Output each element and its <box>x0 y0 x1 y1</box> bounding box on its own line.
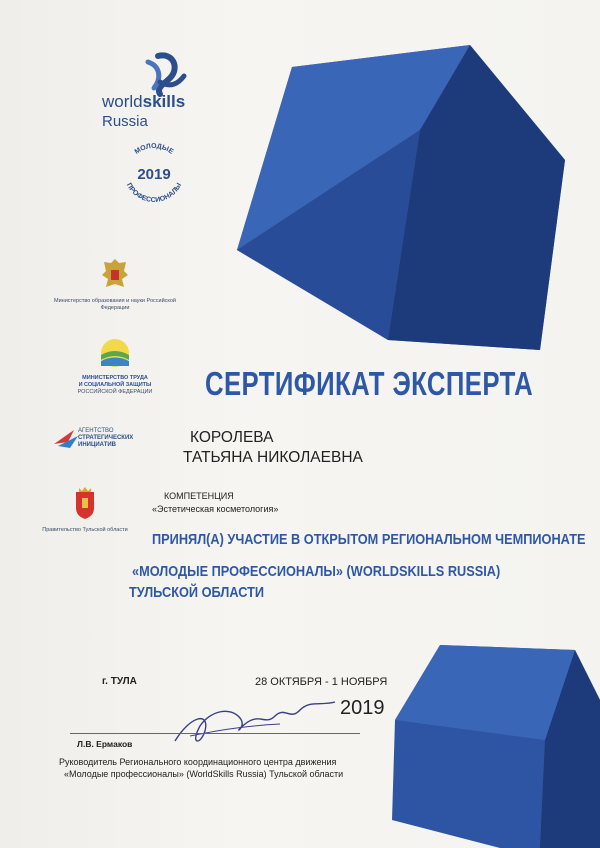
asi-line2: СТРАТЕГИЧЕСКИХ <box>78 435 134 441</box>
competence-value: «Эстетическая косметология» <box>152 504 279 514</box>
recipient-name: ТАТЬЯНА НИКОЛАЕВНА <box>183 449 363 466</box>
ministry-labor-emblem-icon <box>100 338 130 368</box>
competence-label: КОМПЕТЕНЦИЯ <box>164 491 234 501</box>
ministry-labor-logo <box>40 338 190 396</box>
asi-line1: АГЕНТСТВО <box>78 428 114 434</box>
signature-line <box>70 733 360 734</box>
event-dates: 28 ОКТЯБРЯ - 1 НОЯБРЯ <box>255 676 388 688</box>
ministry-education-text: Министерство образования и науки Российской Федерации <box>54 298 176 311</box>
recipient-surname: КОРОЛЕВА <box>190 429 274 446</box>
participation-line1: ПРИНЯЛ(А) УЧАСТИЕ В ОТКРЫТОМ РЕГИОНАЛЬНОМ ЧЕМПИОНАТЕ <box>152 531 586 548</box>
young-pros-year: 2019 <box>137 166 171 183</box>
ministry-labor-line1: МИНИСТЕРСТВО ТРУДА <box>82 375 148 381</box>
tula-gov-text: Правительство Тульской области <box>42 527 128 533</box>
ministry-labor-line3: РОССИЙСКОЙ ФЕДЕРАЦИИ <box>77 389 153 395</box>
asi-text <box>78 428 133 449</box>
asi-line3: ИНИЦИАТИВ <box>78 442 116 448</box>
ministry-education-logo <box>40 257 190 312</box>
worldskills-russia: Russia <box>102 113 148 130</box>
worldskills-wordmark <box>102 94 185 110</box>
young-professionals-logo <box>116 136 192 212</box>
worldskills-word2: skills <box>142 92 186 111</box>
tula-coat-of-arms-icon <box>72 486 98 520</box>
signer-role-line2: «Молодые профессионалы» (WorldSkills Russia) Тульской области <box>64 769 344 779</box>
ministry-labor-line2: И СОЦИАЛЬНОЙ ЗАЩИТЫ <box>78 382 152 388</box>
tula-government-logo <box>10 486 160 534</box>
signer-name: Л.В. Ермаков <box>77 739 133 749</box>
signer-role-line1: Руководитель Регионального координационного центра движения <box>59 757 337 767</box>
young-pros-bottom-text: ПРОФЕССИОНАЛЫ <box>124 182 184 205</box>
handwritten-signature <box>170 696 340 756</box>
young-pros-top-text: МОЛОДЫЕ <box>133 142 175 156</box>
participation-line2: «МОЛОДЫЕ ПРОФЕССИОНАЛЫ» (WORLDSKILLS RUSSIA) <box>132 563 501 580</box>
city: г. ТУЛА <box>102 676 137 687</box>
svg-text:ПРОФЕССИОНАЛЫ <box>125 182 183 204</box>
participation-line3: ТУЛЬСКОЙ ОБЛАСТИ <box>129 584 265 601</box>
russian-coat-of-arms-icon <box>100 257 130 291</box>
event-year: 2019 <box>340 697 385 719</box>
svg-text:МОЛОДЫЕ <box>134 143 175 156</box>
worldskills-word1: world <box>102 92 143 111</box>
certificate-title: СЕРТИФИКАТ ЭКСПЕРТА <box>205 365 534 402</box>
